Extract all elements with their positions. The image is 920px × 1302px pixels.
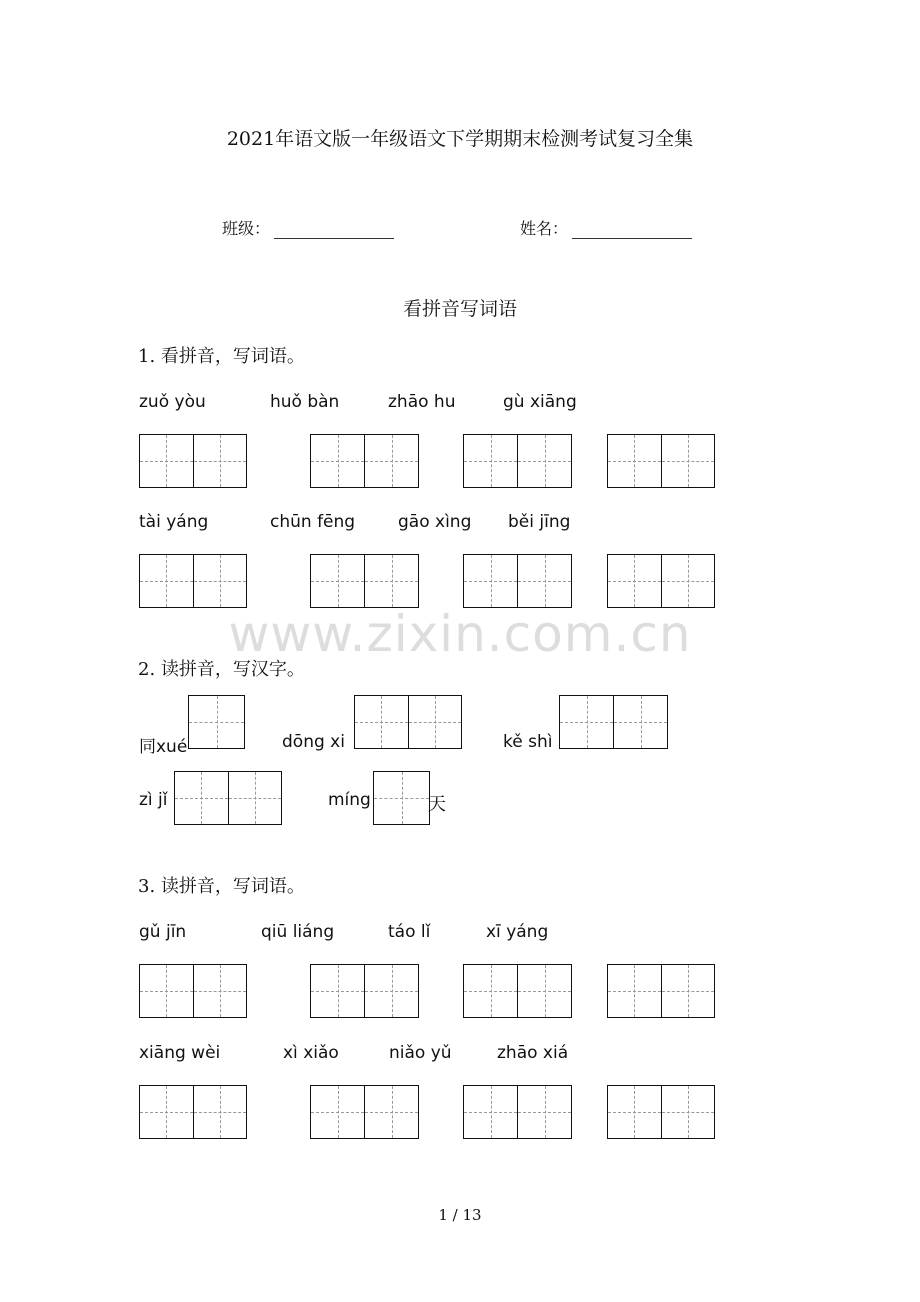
writing-grid[interactable]	[607, 434, 715, 488]
grid-cell[interactable]	[464, 965, 517, 1017]
grid-cell[interactable]	[228, 772, 282, 824]
grid-cell[interactable]	[193, 555, 247, 607]
grid-cell[interactable]	[517, 555, 571, 607]
pinyin-prompt: qiū liáng	[261, 922, 335, 942]
grid-cell[interactable]	[517, 965, 571, 1017]
grid-cell[interactable]	[311, 1086, 364, 1138]
grid-cell[interactable]	[517, 1086, 571, 1138]
grid-cell[interactable]	[364, 1086, 418, 1138]
writing-grid[interactable]	[463, 964, 572, 1018]
pinyin-prompt: tài yáng	[139, 512, 209, 532]
pinyin-prompt: míng	[328, 790, 371, 810]
grid-cell[interactable]	[608, 965, 661, 1017]
pinyin-prompt: zhāo hu	[388, 392, 456, 412]
grid-cell[interactable]	[140, 435, 193, 487]
grid-cell[interactable]	[464, 1086, 517, 1138]
grid-cell[interactable]	[374, 772, 429, 824]
grid-cell[interactable]	[193, 435, 247, 487]
writing-grid[interactable]	[354, 695, 462, 749]
writing-grid[interactable]	[463, 1085, 572, 1139]
writing-grid[interactable]	[139, 554, 247, 608]
question-3-title: 3. 读拼音，写词语。	[138, 876, 305, 897]
pinyin-prompt: gāo xìng	[398, 512, 472, 532]
writing-grid[interactable]	[310, 434, 419, 488]
grid-cell[interactable]	[311, 555, 364, 607]
grid-cell[interactable]	[608, 1086, 661, 1138]
pinyin-prompt: gǔ jīn	[139, 922, 187, 942]
watermark: www.zixin.com.cn	[228, 605, 692, 663]
writing-grid[interactable]	[188, 695, 245, 749]
pinyin-prompt: kě shì	[503, 732, 553, 752]
grid-cell[interactable]	[661, 435, 715, 487]
grid-cell[interactable]	[661, 555, 715, 607]
writing-grid[interactable]	[139, 1085, 247, 1139]
document-title: 2021年语文版一年级语文下学期期末检测考试复习全集	[226, 128, 694, 150]
question-2-title: 2. 读拼音，写汉字。	[138, 659, 305, 680]
pinyin-prompt: běi jīng	[508, 512, 571, 532]
grid-cell[interactable]	[408, 696, 462, 748]
name-blank[interactable]	[572, 222, 692, 239]
question-1-title: 1. 看拼音，写词语。	[138, 346, 305, 367]
writing-grid[interactable]	[607, 554, 715, 608]
grid-cell[interactable]	[517, 435, 571, 487]
writing-grid[interactable]	[139, 964, 247, 1018]
class-field	[222, 216, 394, 239]
writing-grid[interactable]	[373, 771, 430, 825]
grid-cell[interactable]	[140, 1086, 193, 1138]
given-character: 天	[428, 794, 446, 815]
pinyin-prompt: chūn fēng	[270, 512, 356, 532]
pinyin-prompt: táo lǐ	[388, 922, 431, 942]
pinyin-prompt: xì xiǎo	[283, 1043, 339, 1063]
grid-cell[interactable]	[140, 965, 193, 1017]
section-title: 看拼音写词语	[402, 298, 517, 320]
class-blank[interactable]	[274, 222, 394, 239]
writing-grid[interactable]	[463, 434, 572, 488]
page-number: 1 / 13	[438, 1206, 482, 1224]
pinyin-prompt: xī yáng	[486, 922, 549, 942]
grid-cell[interactable]	[193, 965, 247, 1017]
grid-cell[interactable]	[464, 555, 517, 607]
grid-cell[interactable]	[189, 696, 244, 748]
grid-cell[interactable]	[613, 696, 667, 748]
pinyin-prompt: niǎo yǔ	[389, 1043, 452, 1063]
class-label: 班级：	[222, 219, 271, 238]
grid-cell[interactable]	[311, 965, 364, 1017]
pinyin-prompt: huǒ bàn	[270, 392, 340, 412]
grid-cell[interactable]	[560, 696, 613, 748]
pinyin-prompt: dōng xi	[282, 732, 345, 752]
writing-grid[interactable]	[559, 695, 668, 749]
grid-cell[interactable]	[464, 435, 517, 487]
grid-cell[interactable]	[311, 435, 364, 487]
grid-cell[interactable]	[364, 435, 418, 487]
writing-grid[interactable]	[310, 1085, 419, 1139]
pinyin-prompt: 同xué	[139, 737, 188, 757]
grid-cell[interactable]	[608, 555, 661, 607]
grid-cell[interactable]	[608, 435, 661, 487]
writing-grid[interactable]	[310, 964, 419, 1018]
writing-grid[interactable]	[463, 554, 572, 608]
pinyin-prompt: zuǒ yòu	[139, 392, 206, 412]
grid-cell[interactable]	[364, 555, 418, 607]
name-label: 姓名：	[520, 219, 569, 238]
writing-grid[interactable]	[174, 771, 282, 825]
grid-cell[interactable]	[193, 1086, 247, 1138]
writing-grid[interactable]	[607, 1085, 715, 1139]
writing-grid[interactable]	[310, 554, 419, 608]
pinyin-prompt: zì jǐ	[139, 790, 168, 810]
pinyin-prompt: gù xiāng	[503, 392, 577, 412]
grid-cell[interactable]	[661, 965, 715, 1017]
writing-grid[interactable]	[139, 434, 247, 488]
writing-grid[interactable]	[607, 964, 715, 1018]
grid-cell[interactable]	[364, 965, 418, 1017]
grid-cell[interactable]	[140, 555, 193, 607]
grid-cell[interactable]	[661, 1086, 715, 1138]
grid-cell[interactable]	[355, 696, 408, 748]
name-field	[520, 216, 692, 239]
pinyin-prompt: zhāo xiá	[497, 1043, 569, 1063]
grid-cell[interactable]	[175, 772, 228, 824]
pinyin-prompt: xiāng wèi	[139, 1043, 221, 1063]
